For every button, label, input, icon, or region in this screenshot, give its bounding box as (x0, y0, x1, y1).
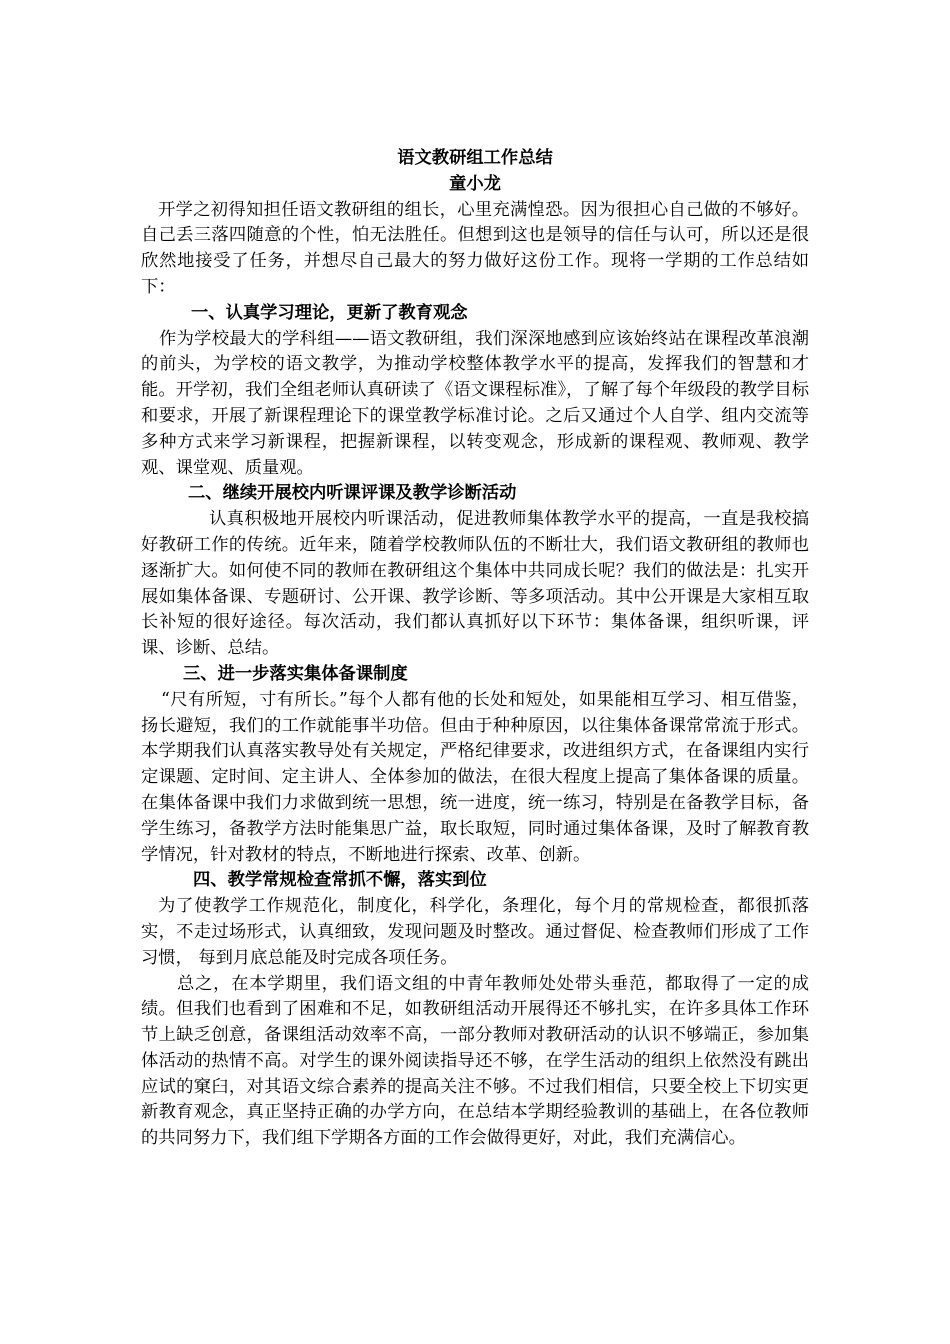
document-author: 童小龙 (449, 173, 501, 194)
section-heading-2: 二、继续开展校内听课评课及教学诊断活动 (188, 483, 517, 504)
document-content (141, 146, 809, 1152)
section-body-4: 为了使教学工作规范化，制度化，科学化，条理化，每个月的常规检查，都很抓落实，不走过场形式，认真细致，发现问题及时整改。通过督促、检查教师们形成了工作习惯， 每到月底总能及时完成各项任务。 (141, 896, 809, 968)
section-heading-4: 四、教学常规检查常抓不懈，落实到位 (193, 870, 487, 891)
section-body-1: 作为学校最大的学科组——语文教研组，我们深深地感到应该始终站在课程改革浪潮的前头，为学校的语文教学，为推动学校整体教学水平的提高，发挥我们的智慧和才能。开学初，我们全组老师认真研读了《语文课程标准》，了解了每个年级段的教学目标和要求，开展了新课程理论下的课堂教学标准讨论。之后又通过个人自学、组内交流等多种方式来学习新课程，把握新课程，以转变观念，形成新的课程观、教师观、教学观、课堂观、质量观。 (141, 328, 809, 478)
section-heading-1: 一、认真学习理论，更新了教育观念 (191, 302, 468, 323)
intro-paragraph: 开学之初得知担任语文教研组的组长，心里充满惶恐。因为很担心自己做的不够好。自己丢三落四随意的个性，怕无法胜任。但想到这也是领导的信任与认可，所以还是很欣然地接受了任务，并想尽自己最大的努力做好这份工作。现将一学期的工作总结如下： (141, 199, 809, 297)
section-heading-3: 三、进一步落实集体备课制度 (183, 663, 408, 684)
document-title: 语文教研组工作总结 (397, 148, 553, 168)
conclusion-paragraph: 总之，在本学期里，我们语文组的中青年教师处处带头垂范，都取得了一定的成绩。但我们也看到了困难和不足，如教研组活动开展得还不够扎实，在许多具体工作环节上缺乏创意，备课组活动效率不高，一部分教师对教研活动的认识不够端正，参加集体活动的热情不高。对学生的课外阅读指导还不够，在学生活动的组织上依然没有跳出应试的窠臼，对其语文综合素养的提高关注不够。不过我们相信，只要全校上下切实更新教育观念，真正坚持正确的办学方向，在总结本学期经验教训的基础上，在各位教师的共同努力下，我们组下学期各方面的工作会做得更好，对此，我们充满信心。 (141, 973, 809, 1149)
section-body-3: “尺有所短，寸有所长。”每个人都有他的长处和短处，如果能相互学习、相互借鉴，扬长避短，我们的工作就能事半功倍。但由于种种原因，以往集体备课常常流于形式。本学期我们认真落实教导处有关规定，严格纪律要求，改进组织方式，在备课组内实行定课题、定时间、定主讲人、全体参加的做法，在很大程度上提高了集体备课的质量。在集体备课中我们力求做到统一思想，统一进度，统一练习，特别是在备教学目标，备学生练习，备教学方法时能集思广益，取长取短，同时通过集体备课，及时了解教育教学情况，针对教材的特点，不断地进行探索、改革、创新。 (141, 689, 809, 865)
section-body-2: 认真积极地开展校内听课活动，促进教师集体教学水平的提高，一直是我校搞好教研工作的传统。近年来，随着学校教师队伍的不断壮大，我们语文教研组的教师也逐渐扩大。如何使不同的教师在教研组这个集体中共同成长呢？我们的做法是：扎实开展如集体备课、专题研讨、公开课、教学诊断、等多项活动。其中公开课是大家相互取长补短的很好途径。每次活动，我们都认真抓好以下环节：集体备课，组织听课，评课、诊断、总结。 (141, 509, 809, 659)
